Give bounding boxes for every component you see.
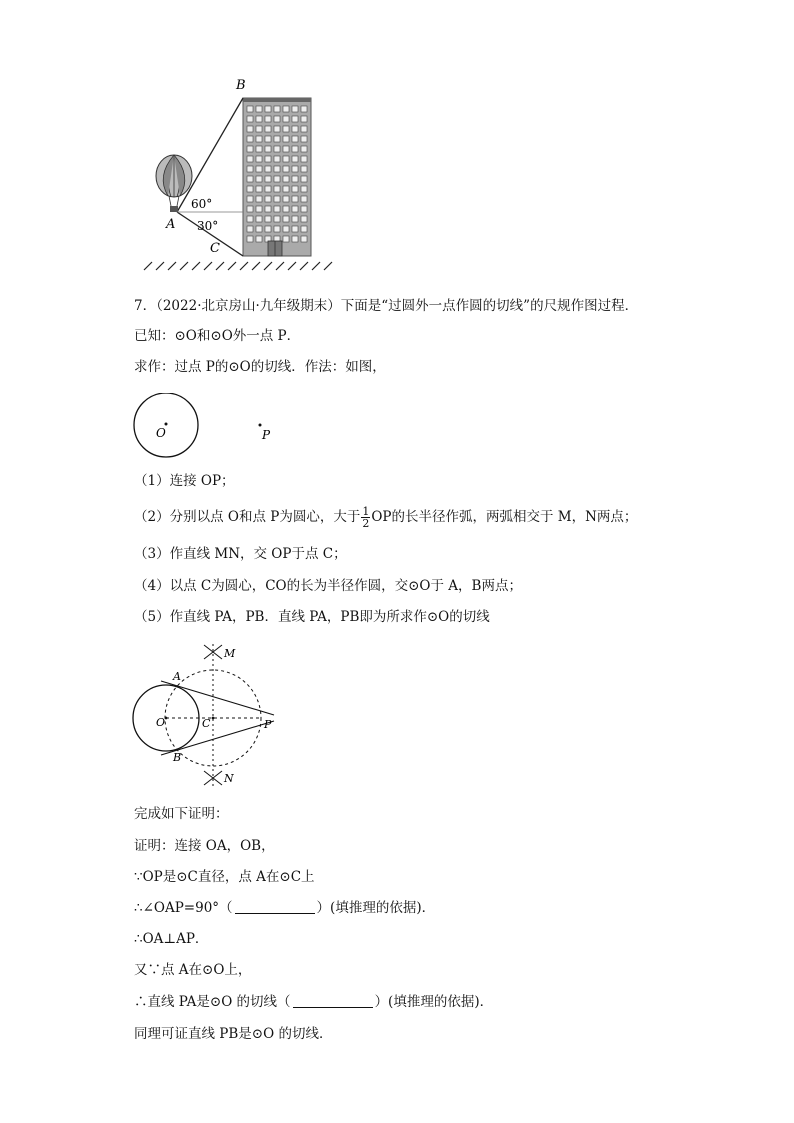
step-1: （1）连接 OP； — [134, 473, 235, 489]
fraction-denominator: 2 — [362, 517, 370, 530]
question-header: 7．（2022·北京房山·九年级期末）下面是“过圆外一点作圆的切线”的尺规作图过程． — [134, 298, 639, 314]
step-4: （4）以点 C为圆心，CO的长为半径作圆，交⊙O于 A，B两点； — [134, 578, 522, 594]
label-b: B — [173, 751, 182, 764]
answer-blank-1[interactable] — [235, 899, 315, 914]
proof-intro: 完成如下证明： — [134, 806, 229, 822]
label-b: B — [236, 78, 246, 93]
proof-line-6 — [134, 992, 493, 1012]
label-c: C — [202, 717, 211, 730]
proof-line-3-part-a: ∴∠OAP=90°（ — [134, 900, 233, 916]
label-p: P — [264, 718, 272, 731]
label-a: A — [173, 670, 181, 683]
step-2-part-b: OP的长半径作弧，两弧相交于 M，N两点； — [371, 509, 638, 525]
answer-blank-2[interactable] — [293, 993, 373, 1008]
angle-60: 60° — [191, 197, 213, 211]
label-o: O — [156, 716, 166, 729]
circle-point-figure — [128, 393, 288, 463]
proof-line-7: 同理可证直线 PB是⊙O 的切线． — [134, 1026, 333, 1042]
proof-line-6-part-b: ）(填推理的依据)． — [374, 994, 494, 1010]
proof-line-5: 又∵点 A在⊙O上， — [134, 962, 252, 978]
fraction-half — [361, 506, 370, 529]
balloon-building-figure — [140, 76, 345, 276]
label-o: O — [156, 426, 166, 440]
proof-line-6-part-a: ∴直线 PA是⊙O 的切线（ — [134, 994, 291, 1010]
label-a: A — [166, 217, 176, 232]
angle-30: 30° — [197, 219, 219, 233]
fraction-numerator: 1 — [362, 505, 370, 518]
step-2 — [134, 506, 637, 529]
task-text: 求作：过点 P的⊙O的切线．作法：如图， — [134, 359, 386, 375]
label-c: C — [210, 241, 220, 256]
proof-line-2: ∵OP是⊙C直径，点 A在⊙C上 — [134, 869, 315, 885]
step-5: （5）作直线 PA，PB．直线 PA，PB即为所求作⊙O的切线 — [134, 609, 490, 625]
label-p: P — [262, 428, 271, 442]
construction-figure — [128, 640, 288, 790]
given-text: 已知：⊙O和⊙O外一点 P． — [134, 328, 301, 344]
step-2-part-a: （2）分别以点 O和点 P为圆心，大于 — [134, 509, 361, 525]
label-n: N — [224, 772, 234, 785]
proof-line-3-part-b: ）(填推理的依据)． — [316, 900, 436, 916]
proof-line-3 — [134, 898, 435, 918]
proof-line-4: ∴OA⊥AP． — [134, 931, 209, 947]
proof-line-1: 证明：连接 OA，OB， — [134, 838, 275, 854]
step-3: （3）作直线 MN，交 OP于点 C； — [134, 546, 347, 562]
label-m: M — [224, 647, 236, 660]
